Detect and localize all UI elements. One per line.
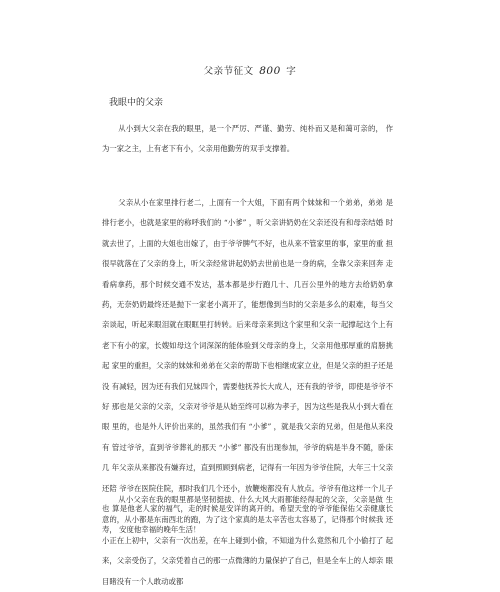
- document-title: [0, 63, 500, 77]
- paragraph: 从小到大父亲在我的眼里，是一个严厉、严谨、勤劳、纯朴而又是和蔼可亲的， 作为一家之主，上有老下有小，父亲用他勤劳的双手支撑着。: [102, 124, 393, 154]
- title-suffix: 字: [286, 66, 297, 77]
- paragraph-block-3: [102, 490, 393, 592]
- title-prefix: 父亲节征文: [203, 66, 254, 77]
- title-number: 800: [259, 65, 281, 77]
- document-subtitle: 我眼中的父亲: [109, 98, 164, 108]
- paragraph: 父亲从小在家里排行老二，上面有一个大姐，下面有两个妹妹和一个弟弟，弟弟 是排行老小，也就是家里的称呼我们的 “小爹” ，听父亲讲奶奶在父亲还没有和母亲结婚 时就去世了，上面的大姐也出嫁了，由于爷爷脾气不好，也从来不管家里的事，家里的重 担很早就落在了父亲的身上，听父亲经常讲起奶奶去世前也是一身的病，全靠父亲来回奔 走看病拿药，那个时候交通不发达，基本都是步行跑几十、几百公里外的地方去给奶奶拿 药，无奈奶奶最终还是抛下一家老小离开了，能想像到当时的父亲是多么的艰难，每当父 亲谈起，听起来眼泪就在眼眶里打转转。后来母亲来到这个家里和父亲一起撑起这个上有 老下有小的家，长嫂如母这个词深深的能体验到父母亲的身上，父亲用他那厚重的肩膀挑起 家里的重担，父亲的妹妹和弟弟在父亲的帮助下也相继成家立业，但是父亲的担子还是没 有减轻，因为还有我们兄妹四个，需要他抚养长大成人，还有我的爷爷，即使是爷爷不好 那也是父亲的父亲，父亲对爷爷是从始至终可以称为孝子，因为这些是我从小到大看在眼 里的，也是外人评价出来的，虽然我们有 “小爹” ，就是我父亲的兄弟，但是他从来没有 管过爷爷，直到爷爷葬礼的那天 “小爹” 都没有出现参加，爷爷的病是半身不随，卧床几 年父亲从来都没有嫌弃过，直到照顾到病老，记得有一年因为爷爷住院，大年三十父亲还陪 爷爷在医院住院，那时我们几个还小，放鞭炮都没有人放点。爷爷有他这样一个儿子也 算是他老人家的福气，走的时候是安详的离开的。希望天堂的爷爷能保佑父亲健康长寿， 安度他幸福的晚年生活！: [102, 198, 393, 534]
- paragraph-block-2: [102, 193, 393, 540]
- paragraph-block-1: [102, 119, 393, 160]
- paragraph: 从小父亲在我的眼里都是坚韧挺拔、什么大风大雨都能经得起的父亲，父亲是做 生意的，从小都是东南西北的跑，为了这个家真的是太辛苦也太容易了，记得那个时候我 还小正在上初中，父亲有一次出差，在车上碰到小偷，不知道为什么竟然和几个小偷打了 起来，父亲受伤了，父亲凭着自己的那一点微薄的力量保护了自己，但是全车上的人却亲 眼目睹没有一个人敢动或都: [102, 495, 393, 586]
